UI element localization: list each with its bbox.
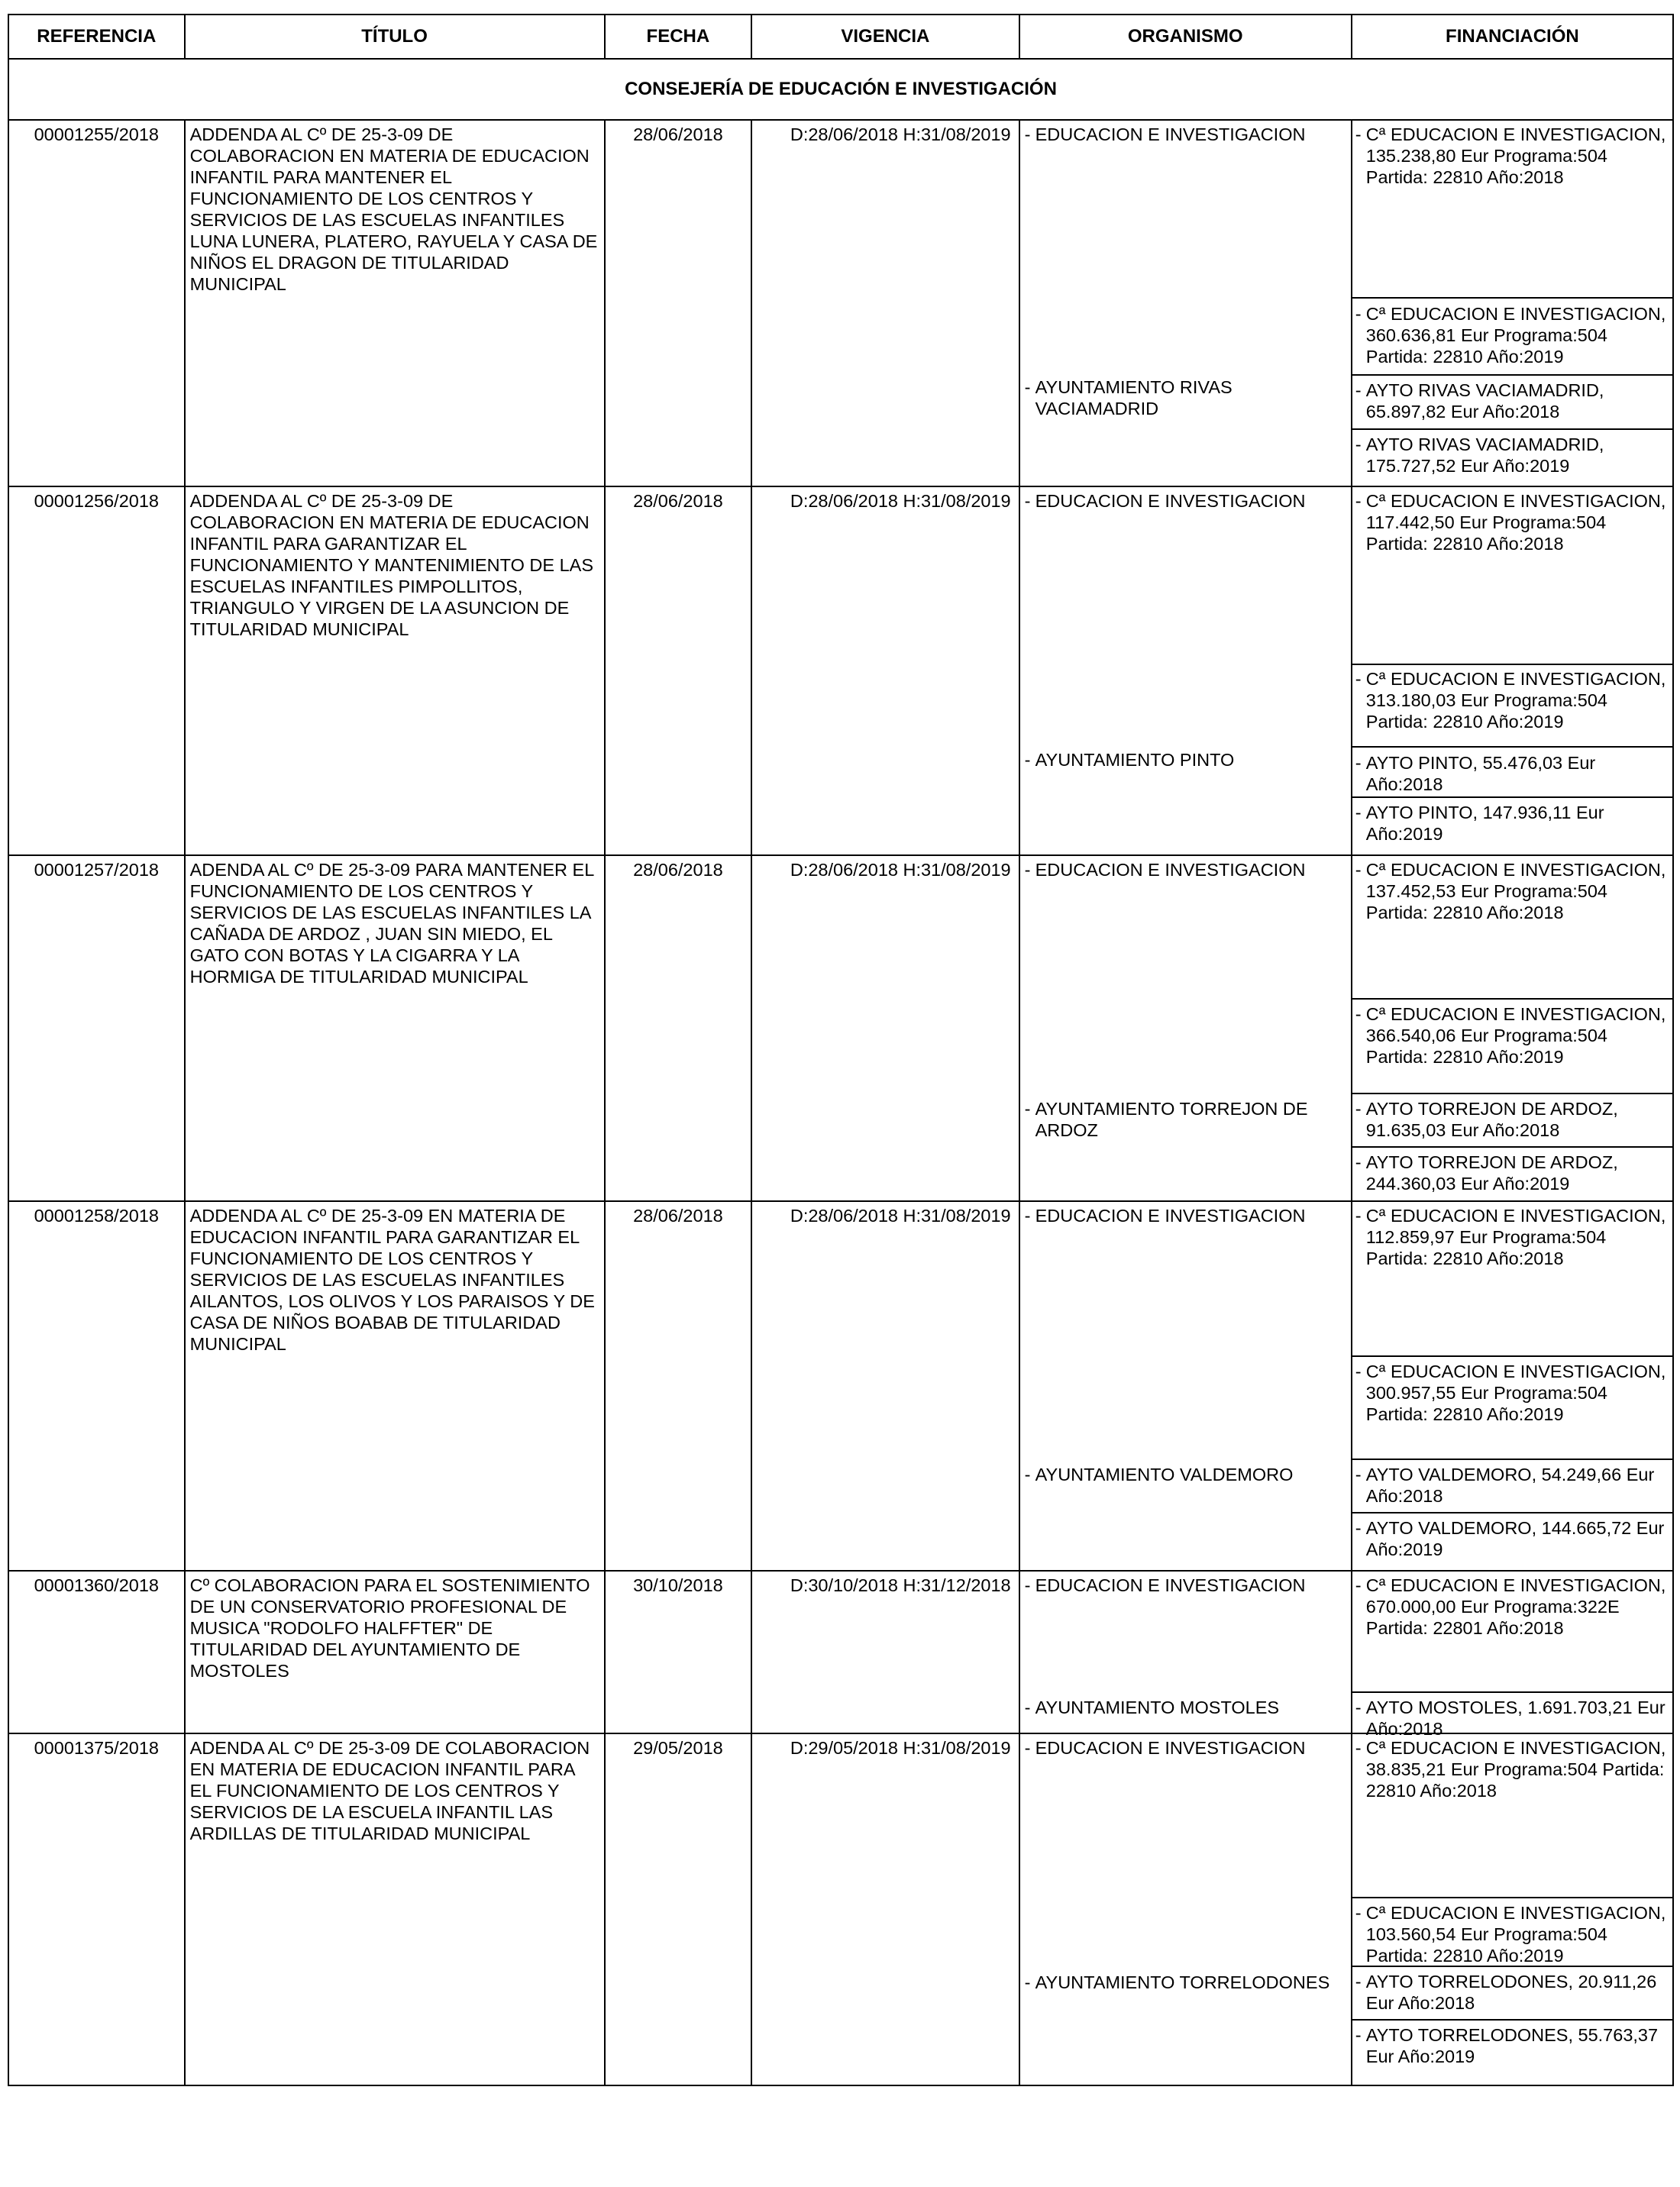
cell-titulo: ADENDA AL Cº DE 25-3-09 PARA MANTENER EL FUNCIONAMIENTO DE LOS CENTROS Y SERVICIOS DE LAS ESCUELAS INFANTILES LA CAÑADA DE ARDOZ , JUAN SIN MIEDO, EL GATO CON BOTAS Y LA CIGARRA Y LA HORMIGA DE TITULARIDAD MUNICIPAL	[186, 856, 606, 1200]
financiacion-item	[1352, 490, 1672, 554]
financiacion-item	[1352, 380, 1672, 422]
dash-marker: -	[1355, 1575, 1362, 1595]
financiacion-text: Cª EDUCACION E INVESTIGACION, 670.000,00 Eur Programa:322E Partida: 22801 Año:2018	[1365, 1575, 1666, 1638]
organismo-item	[1020, 1737, 1351, 1759]
organismo-name: AYUNTAMIENTO PINTO	[1035, 750, 1235, 770]
organismo-item	[1020, 124, 1351, 145]
financiacion-item	[1352, 2024, 1672, 2067]
table-header	[8, 14, 1674, 60]
cell-referencia: 00001258/2018	[9, 1202, 186, 1570]
dash-marker: -	[1355, 1738, 1362, 1758]
financiacion-text: AYTO MOSTOLES, 1.691.703,21 Eur Año:2018	[1365, 1698, 1665, 1739]
financiacion-text: AYTO TORRELODONES, 20.911,26 Eur Año:2018	[1365, 1972, 1657, 2013]
financiacion-divider	[1352, 1966, 1672, 1967]
financiacion-text: Cª EDUCACION E INVESTIGACION, 366.540,06 Eur Programa:504 Partida: 22810 Año:2019	[1365, 1004, 1666, 1067]
cell-fecha: 28/06/2018	[606, 1202, 753, 1570]
dash-marker: -	[1355, 669, 1362, 689]
organismo-item	[1020, 490, 1351, 512]
organismo-name: AYUNTAMIENTO VALDEMORO	[1035, 1465, 1294, 1484]
financiacion-item	[1352, 303, 1672, 367]
dash-marker: -	[1355, 1004, 1362, 1024]
financiacion-divider	[1352, 297, 1672, 299]
financiacion-text: Cª EDUCACION E INVESTIGACION, 103.560,54 Eur Programa:504 Partida: 22810 Año:2019	[1365, 1903, 1666, 1966]
dash-marker: -	[1355, 304, 1362, 324]
financiacion-text: AYTO PINTO, 147.936,11 Eur Año:2019	[1365, 803, 1604, 844]
financiacion-item	[1352, 1697, 1672, 1740]
cell-vigencia: D:28/06/2018 H:31/08/2019	[752, 856, 1019, 1200]
cell-titulo: ADDENDA AL Cº DE 25-3-09 EN MATERIA DE EDUCACION INFANTIL PARA GARANTIZAR EL FUNCIONAMIENTO DE LOS CENTROS Y SERVICIOS DE LAS ESCUELAS INFANTILES AILANTOS, LOS OLIVOS Y LOS PARAISOS Y DE CASA DE NIÑOS BOABAB DE TITULARIDAD MUNICIPAL	[186, 1202, 606, 1570]
section-title: CONSEJERÍA DE EDUCACIÓN E INVESTIGACIÓN	[8, 60, 1674, 121]
cell-financiacion	[1352, 121, 1672, 486]
dash-marker: -	[1024, 750, 1031, 770]
organismo-name: EDUCACION E INVESTIGACION	[1035, 860, 1306, 880]
cell-fecha: 28/06/2018	[606, 856, 753, 1200]
financiacion-text: Cª EDUCACION E INVESTIGACION, 300.957,55 Eur Programa:504 Partida: 22810 Año:2019	[1365, 1362, 1666, 1424]
financiacion-text: AYTO VALDEMORO, 144.665,72 Eur Año:2019	[1365, 1518, 1665, 1559]
dash-marker: -	[1024, 860, 1031, 880]
cell-financiacion	[1352, 1572, 1672, 1739]
dash-marker: -	[1355, 380, 1362, 400]
header-financiacion: FINANCIACIÓN	[1446, 26, 1579, 47]
financiacion-text: AYTO TORRELODONES, 55.763,37 Eur Año:2019	[1365, 2025, 1659, 2066]
table-body	[8, 121, 1674, 2086]
organismo-name: AYUNTAMIENTO RIVAS VACIAMADRID	[1035, 377, 1233, 418]
organismo-name: AYUNTAMIENTO MOSTOLES	[1035, 1698, 1280, 1717]
dash-marker: -	[1024, 1698, 1031, 1717]
organismo-item	[1020, 749, 1351, 770]
organismo-name: EDUCACION E INVESTIGACION	[1035, 491, 1306, 511]
financiacion-item	[1352, 1003, 1672, 1068]
cell-fecha: 29/05/2018	[606, 1734, 753, 2085]
financiacion-item	[1352, 1737, 1672, 1801]
financiacion-item	[1352, 1464, 1672, 1507]
financiacion-item	[1352, 859, 1672, 923]
dash-marker: -	[1024, 1206, 1031, 1226]
table-row	[8, 487, 1674, 856]
header-fecha: FECHA	[606, 15, 753, 58]
financiacion-divider	[1352, 374, 1672, 376]
organismo-name: AYUNTAMIENTO TORREJON DE ARDOZ	[1035, 1099, 1308, 1140]
financiacion-text: AYTO TORREJON DE ARDOZ, 91.635,03 Eur Año:2018	[1365, 1099, 1618, 1140]
financiacion-text: Cª EDUCACION E INVESTIGACION, 38.835,21 Eur Programa:504 Partida: 22810 Año:2018	[1365, 1738, 1666, 1801]
financiacion-item	[1352, 1575, 1672, 1639]
financiacion-text: Cª EDUCACION E INVESTIGACION, 117.442,50 Eur Programa:504 Partida: 22810 Año:2018	[1365, 491, 1666, 554]
cell-fecha: 30/10/2018	[606, 1572, 753, 1733]
organismo-item	[1020, 1464, 1351, 1485]
financiacion-divider	[1352, 664, 1672, 665]
dash-marker: -	[1355, 1152, 1362, 1172]
header-referencia: REFERENCIA	[9, 15, 186, 58]
cell-organismo	[1020, 856, 1352, 1200]
cell-financiacion	[1352, 1202, 1672, 1570]
financiacion-item	[1352, 1205, 1672, 1269]
dash-marker: -	[1355, 1698, 1362, 1717]
cell-titulo: Cº COLABORACION PARA EL SOSTENIMIENTO DE UN CONSERVATORIO PROFESIONAL DE MUSICA "RODOLFO HALFFTER" DE TITULARIDAD DEL AYUNTAMIENTO DE MOSTOLES	[186, 1572, 606, 1733]
document-table	[8, 14, 1674, 2086]
dash-marker: -	[1355, 1465, 1362, 1484]
financiacion-divider	[1352, 998, 1672, 1000]
financiacion-item	[1352, 1152, 1672, 1194]
cell-titulo: ADDENDA AL Cº DE 25-3-09 DE COLABORACION EN MATERIA DE EDUCACION INFANTIL PARA GARANTIZAR EL FUNCIONAMIENTO Y MANTENIMIENTO DE LAS ESCUELAS INFANTILES PIMPOLLITOS, TRIANGULO Y VIRGEN DE LA ASUNCION DE TITULARIDAD MUNICIPAL	[186, 487, 606, 854]
dash-marker: -	[1355, 1903, 1362, 1923]
table-row	[8, 1734, 1674, 2086]
financiacion-divider	[1352, 1146, 1672, 1148]
organismo-name: AYUNTAMIENTO TORRELODONES	[1035, 1972, 1330, 1992]
organismo-item	[1020, 376, 1351, 419]
cell-vigencia: D:28/06/2018 H:31/08/2019	[752, 487, 1019, 854]
cell-referencia: 00001257/2018	[9, 856, 186, 1200]
cell-referencia: 00001255/2018	[9, 121, 186, 486]
dash-marker: -	[1355, 803, 1362, 822]
organismo-item	[1020, 1697, 1351, 1718]
organismo-name: EDUCACION E INVESTIGACION	[1035, 124, 1306, 144]
financiacion-text: Cª EDUCACION E INVESTIGACION, 360.636,81 Eur Programa:504 Partida: 22810 Año:2019	[1365, 304, 1666, 367]
financiacion-item	[1352, 1361, 1672, 1425]
financiacion-divider	[1352, 746, 1672, 748]
financiacion-divider	[1352, 1355, 1672, 1357]
financiacion-divider	[1352, 1459, 1672, 1460]
financiacion-divider	[1352, 796, 1672, 798]
financiacion-item	[1352, 124, 1672, 188]
financiacion-item	[1352, 668, 1672, 732]
table-row	[8, 121, 1674, 487]
header-vigencia: VIGENCIA	[752, 15, 1019, 58]
cell-titulo: ADENDA AL Cº DE 25-3-09 DE COLABORACION EN MATERIA DE EDUCACION INFANTIL PARA EL FUNCIONAMIENTO DE LOS CENTROS Y SERVICIOS DE LA ESCUELA INFANTIL LAS ARDILLAS DE TITULARIDAD MUNICIPAL	[186, 1734, 606, 2085]
header-organismo: ORGANISMO	[1020, 15, 1352, 58]
organismo-item	[1020, 859, 1351, 880]
cell-organismo	[1020, 121, 1352, 486]
financiacion-divider	[1352, 2019, 1672, 2021]
table-row	[8, 856, 1674, 1202]
organismo-item	[1020, 1972, 1351, 1993]
financiacion-text: Cª EDUCACION E INVESTIGACION, 313.180,03 Eur Programa:504 Partida: 22810 Año:2019	[1365, 669, 1666, 732]
dash-marker: -	[1024, 1465, 1031, 1484]
header-titulo: TÍTULO	[186, 15, 606, 58]
dash-marker: -	[1355, 491, 1362, 511]
cell-vigencia: D:28/06/2018 H:31/08/2019	[752, 121, 1019, 486]
dash-marker: -	[1024, 377, 1031, 397]
financiacion-divider	[1352, 428, 1672, 430]
financiacion-item	[1352, 802, 1672, 845]
cell-organismo	[1020, 1734, 1352, 2085]
cell-vigencia: D:30/10/2018 H:31/12/2018	[752, 1572, 1019, 1733]
dash-marker: -	[1024, 1738, 1031, 1758]
cell-organismo	[1020, 487, 1352, 854]
financiacion-divider	[1352, 1093, 1672, 1094]
organismo-item	[1020, 1098, 1351, 1141]
financiacion-divider	[1352, 1691, 1672, 1693]
table-row	[8, 1202, 1674, 1572]
table-row	[8, 1572, 1674, 1739]
organismo-item	[1020, 1575, 1351, 1596]
cell-referencia: 00001360/2018	[9, 1572, 186, 1733]
dash-marker: -	[1355, 1972, 1362, 1992]
dash-marker: -	[1355, 1206, 1362, 1226]
dash-marker: -	[1355, 753, 1362, 773]
cell-vigencia: D:29/05/2018 H:31/08/2019	[752, 1734, 1019, 2085]
cell-fecha: 28/06/2018	[606, 487, 753, 854]
financiacion-item	[1352, 434, 1672, 476]
cell-titulo: ADDENDA AL Cº DE 25-3-09 DE COLABORACION EN MATERIA DE EDUCACION INFANTIL PARA MANTENER EL FUNCIONAMIENTO DE LOS CENTROS Y SERVICIOS DE LAS ESCUELAS INFANTILES LUNA LUNERA, PLATERO, RAYUELA Y CASA DE NIÑOS EL DRAGON DE TITULARIDAD MUNICIPAL	[186, 121, 606, 486]
financiacion-text: AYTO RIVAS VACIAMADRID, 175.727,52 Eur Año:2019	[1365, 434, 1604, 476]
cell-organismo	[1020, 1202, 1352, 1570]
dash-marker: -	[1024, 124, 1031, 144]
dash-marker: -	[1024, 491, 1031, 511]
financiacion-text: Cª EDUCACION E INVESTIGACION, 137.452,53 Eur Programa:504 Partida: 22810 Año:2018	[1365, 860, 1666, 922]
cell-organismo	[1020, 1572, 1352, 1733]
dash-marker: -	[1355, 860, 1362, 880]
financiacion-item	[1352, 752, 1672, 795]
organismo-name: EDUCACION E INVESTIGACION	[1035, 1206, 1306, 1226]
dash-marker: -	[1024, 1099, 1031, 1119]
financiacion-item	[1352, 1517, 1672, 1560]
dash-marker: -	[1355, 1518, 1362, 1538]
dash-marker: -	[1355, 1362, 1362, 1381]
financiacion-divider	[1352, 1897, 1672, 1898]
financiacion-divider	[1352, 1512, 1672, 1513]
dash-marker: -	[1355, 2025, 1362, 2045]
cell-financiacion	[1352, 487, 1672, 854]
financiacion-text: Cª EDUCACION E INVESTIGACION, 112.859,97 Eur Programa:504 Partida: 22810 Año:2018	[1365, 1206, 1666, 1268]
cell-referencia: 00001256/2018	[9, 487, 186, 854]
organismo-name: EDUCACION E INVESTIGACION	[1035, 1738, 1306, 1758]
dash-marker: -	[1355, 124, 1362, 144]
organismo-name: EDUCACION E INVESTIGACION	[1035, 1575, 1306, 1595]
cell-financiacion	[1352, 1734, 1672, 2085]
dash-marker: -	[1355, 1099, 1362, 1119]
dash-marker: -	[1024, 1972, 1031, 1992]
dash-marker: -	[1355, 434, 1362, 454]
cell-financiacion	[1352, 856, 1672, 1200]
financiacion-item	[1352, 1098, 1672, 1141]
financiacion-text: AYTO VALDEMORO, 54.249,66 Eur Año:2018	[1365, 1465, 1655, 1506]
organismo-item	[1020, 1205, 1351, 1226]
cell-vigencia: D:28/06/2018 H:31/08/2019	[752, 1202, 1019, 1570]
financiacion-text: AYTO TORREJON DE ARDOZ, 244.360,03 Eur Año:2019	[1365, 1152, 1618, 1194]
cell-fecha: 28/06/2018	[606, 121, 753, 486]
financiacion-item	[1352, 1971, 1672, 2014]
financiacion-text: AYTO PINTO, 55.476,03 Eur Año:2018	[1365, 753, 1596, 794]
financiacion-text: Cª EDUCACION E INVESTIGACION, 135.238,80 Eur Programa:504 Partida: 22810 Año:2018	[1365, 124, 1666, 187]
financiacion-text: AYTO RIVAS VACIAMADRID, 65.897,82 Eur Año:2018	[1365, 380, 1604, 422]
financiacion-item	[1352, 1902, 1672, 1966]
cell-referencia: 00001375/2018	[9, 1734, 186, 2085]
dash-marker: -	[1024, 1575, 1031, 1595]
